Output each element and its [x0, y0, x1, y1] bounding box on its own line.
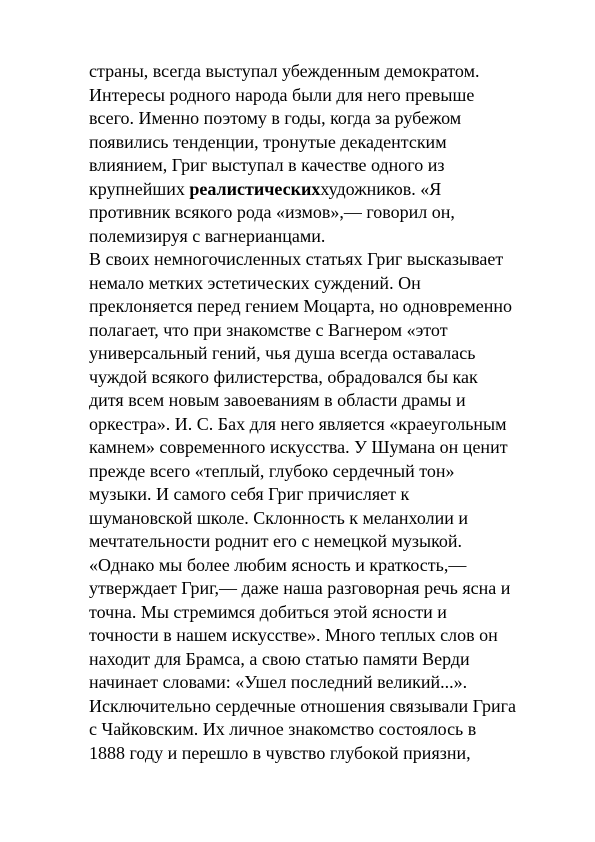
- text-line: утверждает Григ,— даже наша разговорная речь ясна и: [89, 578, 511, 598]
- text-line: дитя всем новым завоеваниям в области драмы и: [89, 390, 466, 410]
- text-line: шумановской школе. Склонность к меланхолии и: [89, 507, 468, 528]
- text-line: начинает словами: «Ушел последний великий...».: [89, 672, 468, 692]
- text-run: крупнейших: [89, 178, 190, 199]
- text-line: 1888 году и перешло в чувство глубокой приязни,: [89, 742, 471, 763]
- text-line: страны, всегда выступал убежденным демократом.: [89, 61, 480, 81]
- text-line: камнем» современного искусства. У Шумана он ценит: [89, 437, 508, 457]
- text-line: прежде всего «теплый, глубоко сердечный тон»: [89, 460, 455, 481]
- text-line: точности в нашем искусстве». Много теплых слов он: [89, 625, 498, 645]
- text-line: [89, 178, 549, 202]
- text-line: влиянием, Григ выступал в качестве одного из: [89, 155, 445, 175]
- text-line: Интересы родного народа были для него превыше: [89, 84, 475, 105]
- bold-term: реалистических: [189, 178, 321, 199]
- text-line: немало метких эстетических суждений. Он: [89, 272, 421, 293]
- text-line: В своих немногочисленных статьях Григ высказывает: [89, 249, 504, 269]
- text-line: всего. Именно поэтому в годы, когда за рубежом: [89, 108, 462, 128]
- text-line: чуждой всякого филистерства, обрадовался бы как: [89, 366, 478, 387]
- text-line: полагает, что при знакомстве с Вагнером «этот: [89, 319, 448, 340]
- text-line: «Однако мы более любим ясность и краткость,—: [89, 554, 467, 575]
- text-line: находит для Брамса, а свою статью памяти Верди: [89, 648, 470, 669]
- text-line: точна. Мы стремимся добиться этой ясности и: [89, 601, 447, 622]
- text-line: преклоняется перед гением Моцарта, но одновременно: [89, 296, 512, 316]
- text-line: оркестра». И. С. Бах для него является «краеугольным: [89, 413, 507, 434]
- text-line: универсальный гений, чья душа всегда оставалась: [89, 343, 476, 363]
- text-line: появились тенденции, тронутые декадентским: [89, 131, 447, 152]
- text-line: Исключительно сердечные отношения связывали Грига: [89, 695, 516, 716]
- text-line: противник всякого рода «измов»,— говорил он,: [89, 202, 455, 222]
- text-line: с Чайковским. Их личное знакомство состоялось в: [89, 719, 477, 739]
- text-line: полемизируя с вагнерианцами.: [89, 225, 326, 246]
- text-line: мечтательности роднит его с немецкой музыкой.: [89, 531, 463, 551]
- body-text: [89, 60, 549, 765]
- text-run: художников. «Я: [320, 178, 442, 199]
- text-line: музыки. И самого себя Григ причисляет к: [89, 484, 410, 504]
